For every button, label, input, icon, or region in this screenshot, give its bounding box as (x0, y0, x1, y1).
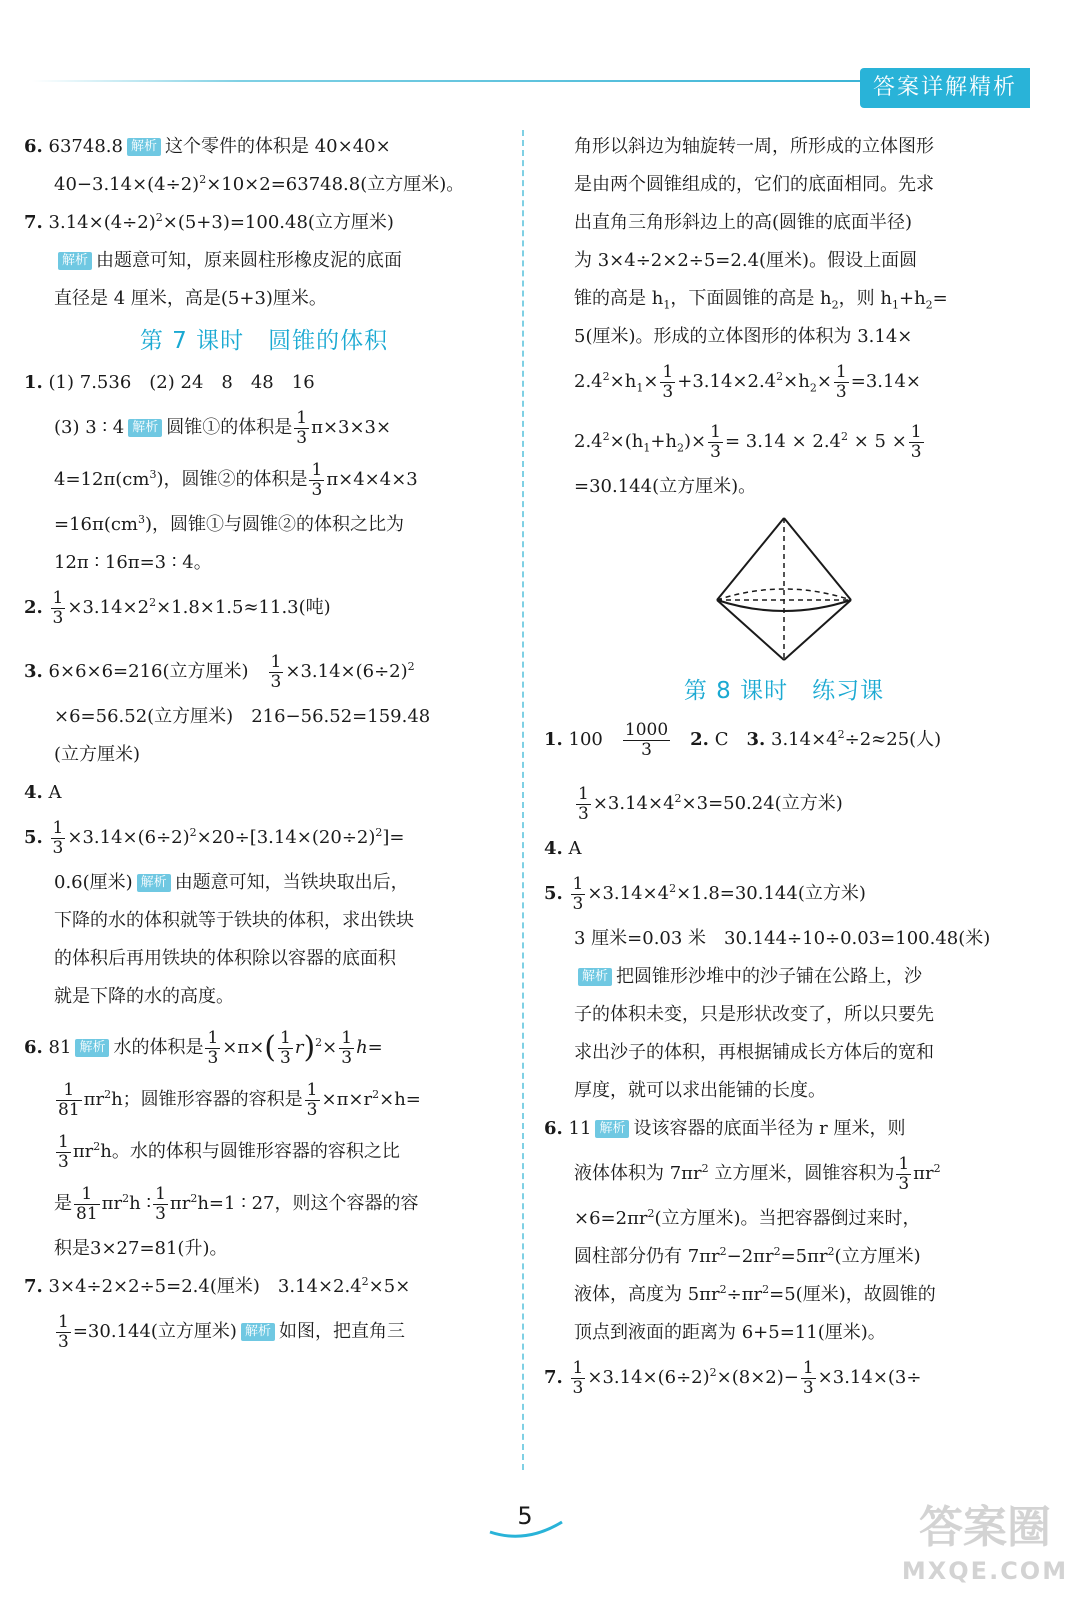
column-divider (522, 130, 524, 1470)
fraction: $\frac{1}{3}$ (898, 1153, 910, 1194)
cone-edge (784, 518, 851, 600)
watermark: 答案圈 MXQE.COM (901, 1502, 1069, 1585)
fraction: $\frac{1}{3}$ (296, 407, 308, 448)
fraction: $\frac{1}{3}$ (578, 783, 589, 824)
analysis-badge: 解析 (137, 874, 171, 892)
section-title-8: 第 8 课时 练习课 (683, 678, 885, 704)
analysis-badge: 解析 (127, 138, 161, 156)
fraction: $\frac{1000}{3}$ (624, 719, 669, 760)
answer-8-7: 7. $\frac{1}{3}$ $\times 3.14\times(6\div 2)^2\times(8\times 2)-$ $\frac{1}{3}$ ×3.14×(3÷ (544, 1357, 922, 1398)
answer-7-3: 3. 6×6×6=216(立方厘米) $\frac{1}{3}$ $\times 3.14\times(6\div 2)^2$ (24, 651, 415, 692)
answer-6: 6. 63748.8 解析 这个零件的体积是 40×40× (24, 136, 391, 157)
answer-8-1: 1. 100 $\frac{1000}{3}$ 2. C 3. $3.14\times 4^2\div 2\approx 25$(人) (544, 719, 942, 760)
answer-7-7: 7. 3×4÷2×2÷5=2.4(厘米) $3.14\times 2.4^2\times 5\times$ (24, 1275, 411, 1297)
fraction: $\frac{1}{3}$ (58, 1311, 69, 1352)
fraction: $\frac{1}{3}$ (58, 1131, 69, 1172)
header-rule (32, 80, 862, 82)
header-tag: 答案详解精析 (860, 68, 1030, 108)
answer-8-5: 5. $\frac{1}{3}$ $\times 3.14\times 4^2\times 1.8=30.144$(立方米) (544, 873, 866, 914)
fraction: $\frac{1}{3}$ (280, 1027, 291, 1068)
fraction: $\frac{1}{3}$ (52, 587, 64, 628)
fraction: $\frac{1}{3}$ (341, 1027, 353, 1068)
fraction: $\frac{1}{81}$ (76, 1183, 98, 1224)
answer-8-6: 6. 11 解析 设该容器的底面半径为 r 厘米，则 (544, 1118, 906, 1139)
answer-7-4: 4. A (24, 782, 62, 803)
answer-7-1: 1. (1) 7.536 (2) 24 8 48 16 (24, 372, 315, 393)
fraction: $\frac{1}{3}$ (52, 817, 64, 858)
analysis-badge: 解析 (75, 1039, 109, 1057)
double-cone-figure (709, 514, 859, 664)
answer-7-6: 6. 81 解析 水的体积是 $\frac{1}{3}$ ×π×( $\frac{1}{3}$ r)$^2$× $\frac{1}{3}$ h= (24, 1027, 383, 1068)
page-number-swoosh (486, 1518, 566, 1542)
analysis-badge: 解析 (128, 419, 162, 437)
cone-edge (717, 518, 784, 600)
answer-7-2: 2. $\frac{1}{3}$ $\times 3.14\times 2^2\times 1.8\times 1.5\approx 11.3$(吨) (24, 587, 331, 628)
fraction: $\frac{1}{3}$ (572, 873, 584, 914)
analysis-badge: 解析 (578, 968, 612, 986)
fraction: $\frac{1}{3}$ (572, 1357, 584, 1398)
page-number: 5 (517, 1502, 533, 1530)
left-column: 6. 63748.8 解析 这个零件的体积是 40×40× $40-3.14\times(4\div 2)^2\times 10\times 2=63748.8$(立方厘米)。 7. $3.14\times(4\div 2)^2\times(5+3)=100.48$(立方厘米) 解析 由题意可知，原来圆柱形橡皮泥的底面 直径是 4 厘米，高是(5+3)厘米。 第 7 课时 圆锥的体积 1. (1) 7.536 (2) 24 8 48 16 (3) 3 ∶ 4 解析 圆锥①的体积是 $\frac{1}{3}$ π×3×3× $4=12\pi(cm^3)$，圆锥②的体积是 $\frac{1}{3}$ π×4×4×3 $=16\pi(cm^3)$，圆锥①与圆锥②的体积之比为 12π ∶ 16π=3 ∶ 4。 2. $\frac{1}{3}$ $\times 3.14\times 2^2\times 1.8\times 1.5\approx 11.3$(吨) 3. 6×6×6=216(立方厘米) $\frac{1}{3}$ $\times 3.14\times(6\div 2)^2$ ×6=56.52(立方厘米) 216−56.52=159.48 (立方厘米) 4. A 5. $\frac{1}{3}$ $\times 3.14\times(6\div 2)^2\times 20\div[3.14\times(20\div 2)^2]=$ 0.6(厘米) 解析 由题意可知，当铁块取出后， 下降的水的体积就等于铁块的体积，求出铁块 的体积后再用铁块的体积除以容器的底面积 就是下降的水的高度。 6. 81 解析 水的体积是 $\frac{1}{3}$ ×π×( $\frac{1}{3}$ r)$^2$× $\frac{1}{3}$ h= $\frac{1}{81}$ $\pi r^2h$；圆锥形容器的容积是 $\frac{1}{3}$ $\times\pi\times r^2\times h=$ $\frac{1}{3}$ $\pi r^2h$。水的体积与圆锥形容器的容积之比 是 $\frac{1}{81}$ $\pi r^2h$ ∶ $\frac{1}{3}$ $\pi r^2h=1$ ∶ 27，则这个容器的容 积是3×27=81(升)。 7. 3×4÷2×2÷5=2.4(厘米) $3.14\times 2.4^2\times 5\times$ $\frac{1}{3}$ =30.144(立方厘米) 解析 如图，把直角三 (24, 128, 504, 1358)
fraction: $\frac{1}{3}$ (802, 1357, 814, 1398)
fraction: $\frac{1}{3}$ (710, 421, 721, 462)
right-column: 角形以斜边为轴旋转一周，所形成的立体图形 是由两个圆锥组成的，它们的底面相同。先求 出直角三角形斜边上的高(圆锥的底面半径) 为 3×4÷2×2÷5=2.4(厘米)。假设上面圆 锥的高是 $h_1$，下面圆锥的高是 $h_2$，则 $h_1+h_2=$ 5(厘米)。形成的立体图形的体积为 3.14× $2.4^2\times h_1\times$ $\frac{1}{3}$ $+3.14\times 2.4^2\times h_2\times$ $\frac{1}{3}$ =3.14× $2.4^2\times(h_1+h_2)\times$ $\frac{1}{3}$ = $3.14 \times 2.4^2 \times 5$ × $\frac{1}{3}$ =30.144(立方厘米)。 第 8 课时 练习课 1. 100 $\frac{1000}{3}$ 2. C 3. $3.14\times 4^2\div 2\approx 25$(人) $\frac{1}{3}$ $\times 3.14\times 4^2\times 3=50.24$(立方米) 4. A 5. $\frac{1}{3}$ $\times 3.14\times 4^2\times 1.8=30.144$(立方米) 3 厘米=0.03 米 30.144÷10÷0.03=100.48(米) 解析 把圆锥形沙堆中的沙子铺在公路上，沙 子的体积未变，只是形状改变了，所以只要先 求出沙子的体积，再根据铺成长方体后的宽和 厚度，就可以求出能铺的长度。 6. 11 解析 设该容器的底面半径为 r 厘米，则 液体体积为 $7\pi r^2$ 立方厘米，圆锥容积为 $\frac{1}{3}$ $\pi r^2$ $\times 6=2\pi r^2$(立方厘米)。当把容器倒过来时， 圆柱部分仍有 $7\pi r^2-2\pi r^2=5\pi r^2$(立方厘米) 液体，高度为 $5\pi r^2\div\pi r^2=5$(厘米)，故圆锥的 顶点到液面的距离为 6+5=11(厘米)。 7. $\frac{1}{3}$ $\times 3.14\times(6\div 2)^2\times(8\times 2)-$ $\frac{1}{3}$ ×3.14×(3÷ (544, 128, 1024, 1404)
fraction: $\frac{1}{3}$ (662, 361, 674, 402)
answer-8-4: 4. A (544, 838, 582, 859)
fraction: $\frac{1}{3}$ (306, 1079, 318, 1120)
analysis-badge: 解析 (241, 1323, 275, 1341)
fraction: $\frac{1}{3}$ (835, 361, 847, 402)
fraction: $\frac{1}{3}$ (155, 1183, 166, 1224)
answer-7-5: 5. $\frac{1}{3}$ $\times 3.14\times(6\div 2)^2\times 20\div[3.14\times(20\div 2)^2]=$ (24, 817, 405, 858)
fraction: $\frac{1}{81}$ (58, 1079, 80, 1120)
section-title-7: 第 7 课时 圆锥的体积 (139, 328, 389, 354)
analysis-badge: 解析 (58, 252, 92, 270)
fraction: $\frac{1}{3}$ (270, 651, 282, 692)
fraction: $\frac{1}{3}$ (311, 459, 323, 500)
fraction: $\frac{1}{3}$ (207, 1027, 219, 1068)
answer-7: 7. $3.14\times(4\div 2)^2\times(5+3)=100.48$(立方厘米) (24, 211, 394, 233)
fraction: $\frac{1}{3}$ (910, 421, 922, 462)
analysis-badge: 解析 (595, 1120, 629, 1138)
